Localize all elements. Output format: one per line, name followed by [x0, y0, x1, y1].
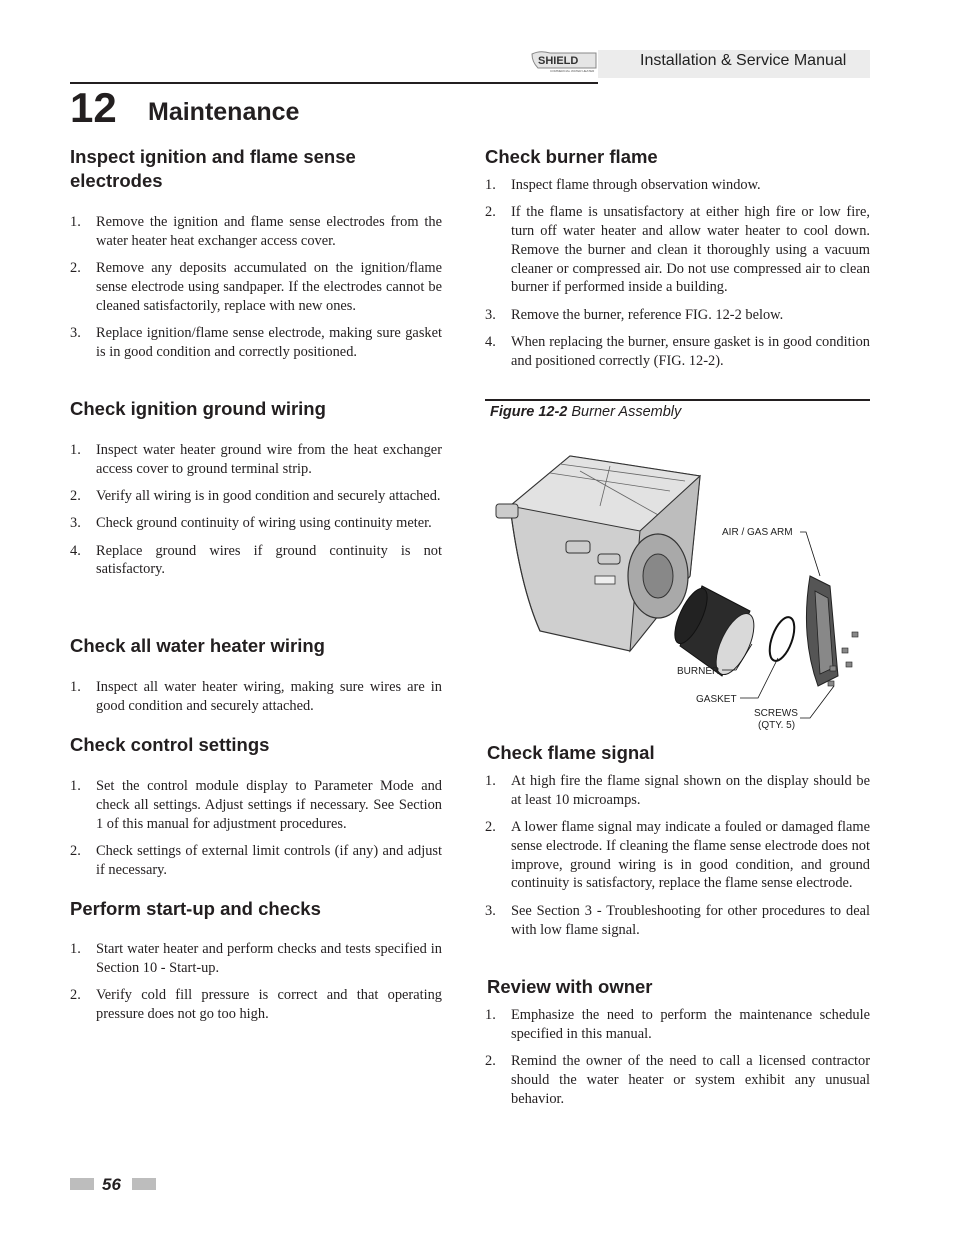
- footer-bar-right: [132, 1178, 156, 1190]
- page-number: 56: [102, 1175, 121, 1194]
- logo-text: SHIELD: [538, 55, 579, 67]
- logo-subtext: COMMERCIAL WATER HEATER: [550, 69, 595, 73]
- section-heading-startup-checks: Perform start-up and checks: [70, 898, 321, 919]
- list-item: 2. Check settings of external limit controls (if any) and adjust if necessary.: [70, 842, 442, 878]
- list-control-settings: [70, 777, 442, 888]
- section-heading-flame-signal: Check flame signal: [487, 742, 655, 763]
- list-item: 2. A lower flame signal may indicate a fouled or damaged flame sense electrode. If cleaning the flame sense electrode does not improve, ground wiring is in good condition, and ground continuity is satisfactory, replace the flame sense electrode.: [485, 819, 870, 892]
- list-item: 2. Remove any deposits accumulated on the ignition/flame sense electrode using sandpaper. If the electrodes cannot be cleaned satisfactorily, replace with new ones.: [70, 260, 442, 314]
- manual-title: Installation & Service Manual: [640, 52, 847, 69]
- shield-logo: [530, 50, 600, 74]
- list-item: 2. Verify cold fill pressure is correct and that operating pressure does not go too high.: [70, 987, 442, 1022]
- label-gasket: GASKET: [696, 694, 737, 705]
- section-heading-ground-wiring: Check ignition ground wiring: [70, 398, 326, 419]
- chapter-title: Maintenance: [148, 98, 300, 126]
- heat-exchanger-illustration: [496, 456, 700, 651]
- list-review-owner: [485, 1006, 870, 1117]
- list-item: 1. Inspect water heater ground wire from the heat exchanger access cover to ground terminal strip.: [70, 442, 442, 477]
- list-item: 2. If the flame is unsatisfactory at either high fire or low fire, turn off water heater and allow water heater to cool down. Remove the burner and clean it thoroughly using a vacuum cleaner or compressed air. Do not use compressed air to clean burner if performed inside a building.: [485, 204, 870, 296]
- label-screws-qty: (QTY. 5): [758, 720, 796, 731]
- label-screws: SCREWS: [754, 708, 798, 719]
- list-item: 3. See Section 3 - Troubleshooting for other procedures to deal with low flame signal.: [485, 902, 870, 938]
- label-burner: BURNER: [677, 666, 720, 677]
- section-heading-heater-wiring: Check all water heater wiring: [70, 635, 325, 656]
- list-item: 1. Inspect flame through observation window.: [485, 177, 761, 193]
- list-ground-wiring: [70, 441, 442, 588]
- chapter-number: 12: [70, 84, 117, 131]
- section-heading-control-settings: Check control settings: [70, 734, 270, 755]
- list-item: 2. Verify all wiring is in good condition and securely attached.: [70, 488, 441, 505]
- list-item: 1. Start water heater and perform checks and tests specified in Section 10 - Start-up.: [70, 941, 442, 976]
- list-item: 1. Inspect all water heater wiring, making sure wires are in good condition and securely attached.: [70, 679, 442, 714]
- figure-caption-text: Burner Assembly: [567, 404, 682, 420]
- list-burner-flame: [485, 176, 870, 379]
- gasket-illustration: [765, 614, 800, 664]
- list-item: 1. At high fire the flame signal shown on the display should be at least 10 microamps.: [485, 773, 870, 808]
- list-startup-checks: [70, 940, 442, 1032]
- list-item: 1. Remove the ignition and flame sense electrodes from the water heater heat exchanger access cover.: [70, 214, 442, 249]
- list-item: 4. When replacing the burner, ensure gasket is in good condition and positioned correctly (FIG. 12-2).: [485, 334, 870, 369]
- section-heading-inspect-electrodes: Inspect ignition and flame sense electrodes: [70, 146, 356, 191]
- list-item: 3. Replace ignition/flame sense electrode, making sure gasket is in good condition and correctly positioned.: [70, 324, 442, 360]
- list-item: 2. Remind the owner of the need to call a licensed contractor should the water heater or system exhibit any unusual behavior.: [485, 1053, 870, 1107]
- list-item: 3. Remove the burner, reference FIG. 12-2 below.: [485, 306, 784, 323]
- figure-rule: [485, 399, 870, 401]
- burner-assembly-figure: [490, 436, 875, 736]
- footer-bar-left: [70, 1178, 94, 1190]
- list-item: 1. Emphasize the need to perform the maintenance schedule specified in this manual.: [485, 1007, 870, 1042]
- list-item: 1. Set the control module display to Parameter Mode and check all settings. Adjust settings if necessary. See Section 1 of this manual for adjustment procedures.: [70, 778, 442, 832]
- list-flame-signal: [485, 772, 870, 948]
- section-heading-burner-flame: Check burner flame: [485, 146, 658, 167]
- figure-caption: [490, 404, 681, 420]
- label-air-gas-arm: AIR / GAS ARM: [722, 527, 793, 538]
- list-inspect-electrodes: [70, 213, 442, 370]
- section-heading-review-owner: Review with owner: [487, 976, 653, 997]
- figure-caption-label: Figure 12-2: [490, 404, 568, 420]
- list-item: 3. Check ground continuity of wiring using continuity meter.: [70, 515, 432, 532]
- list-heater-wiring: [70, 678, 442, 724]
- list-item: 4. Replace ground wires if ground continuity is not satisfactory.: [70, 542, 442, 578]
- header-rule: [70, 82, 598, 84]
